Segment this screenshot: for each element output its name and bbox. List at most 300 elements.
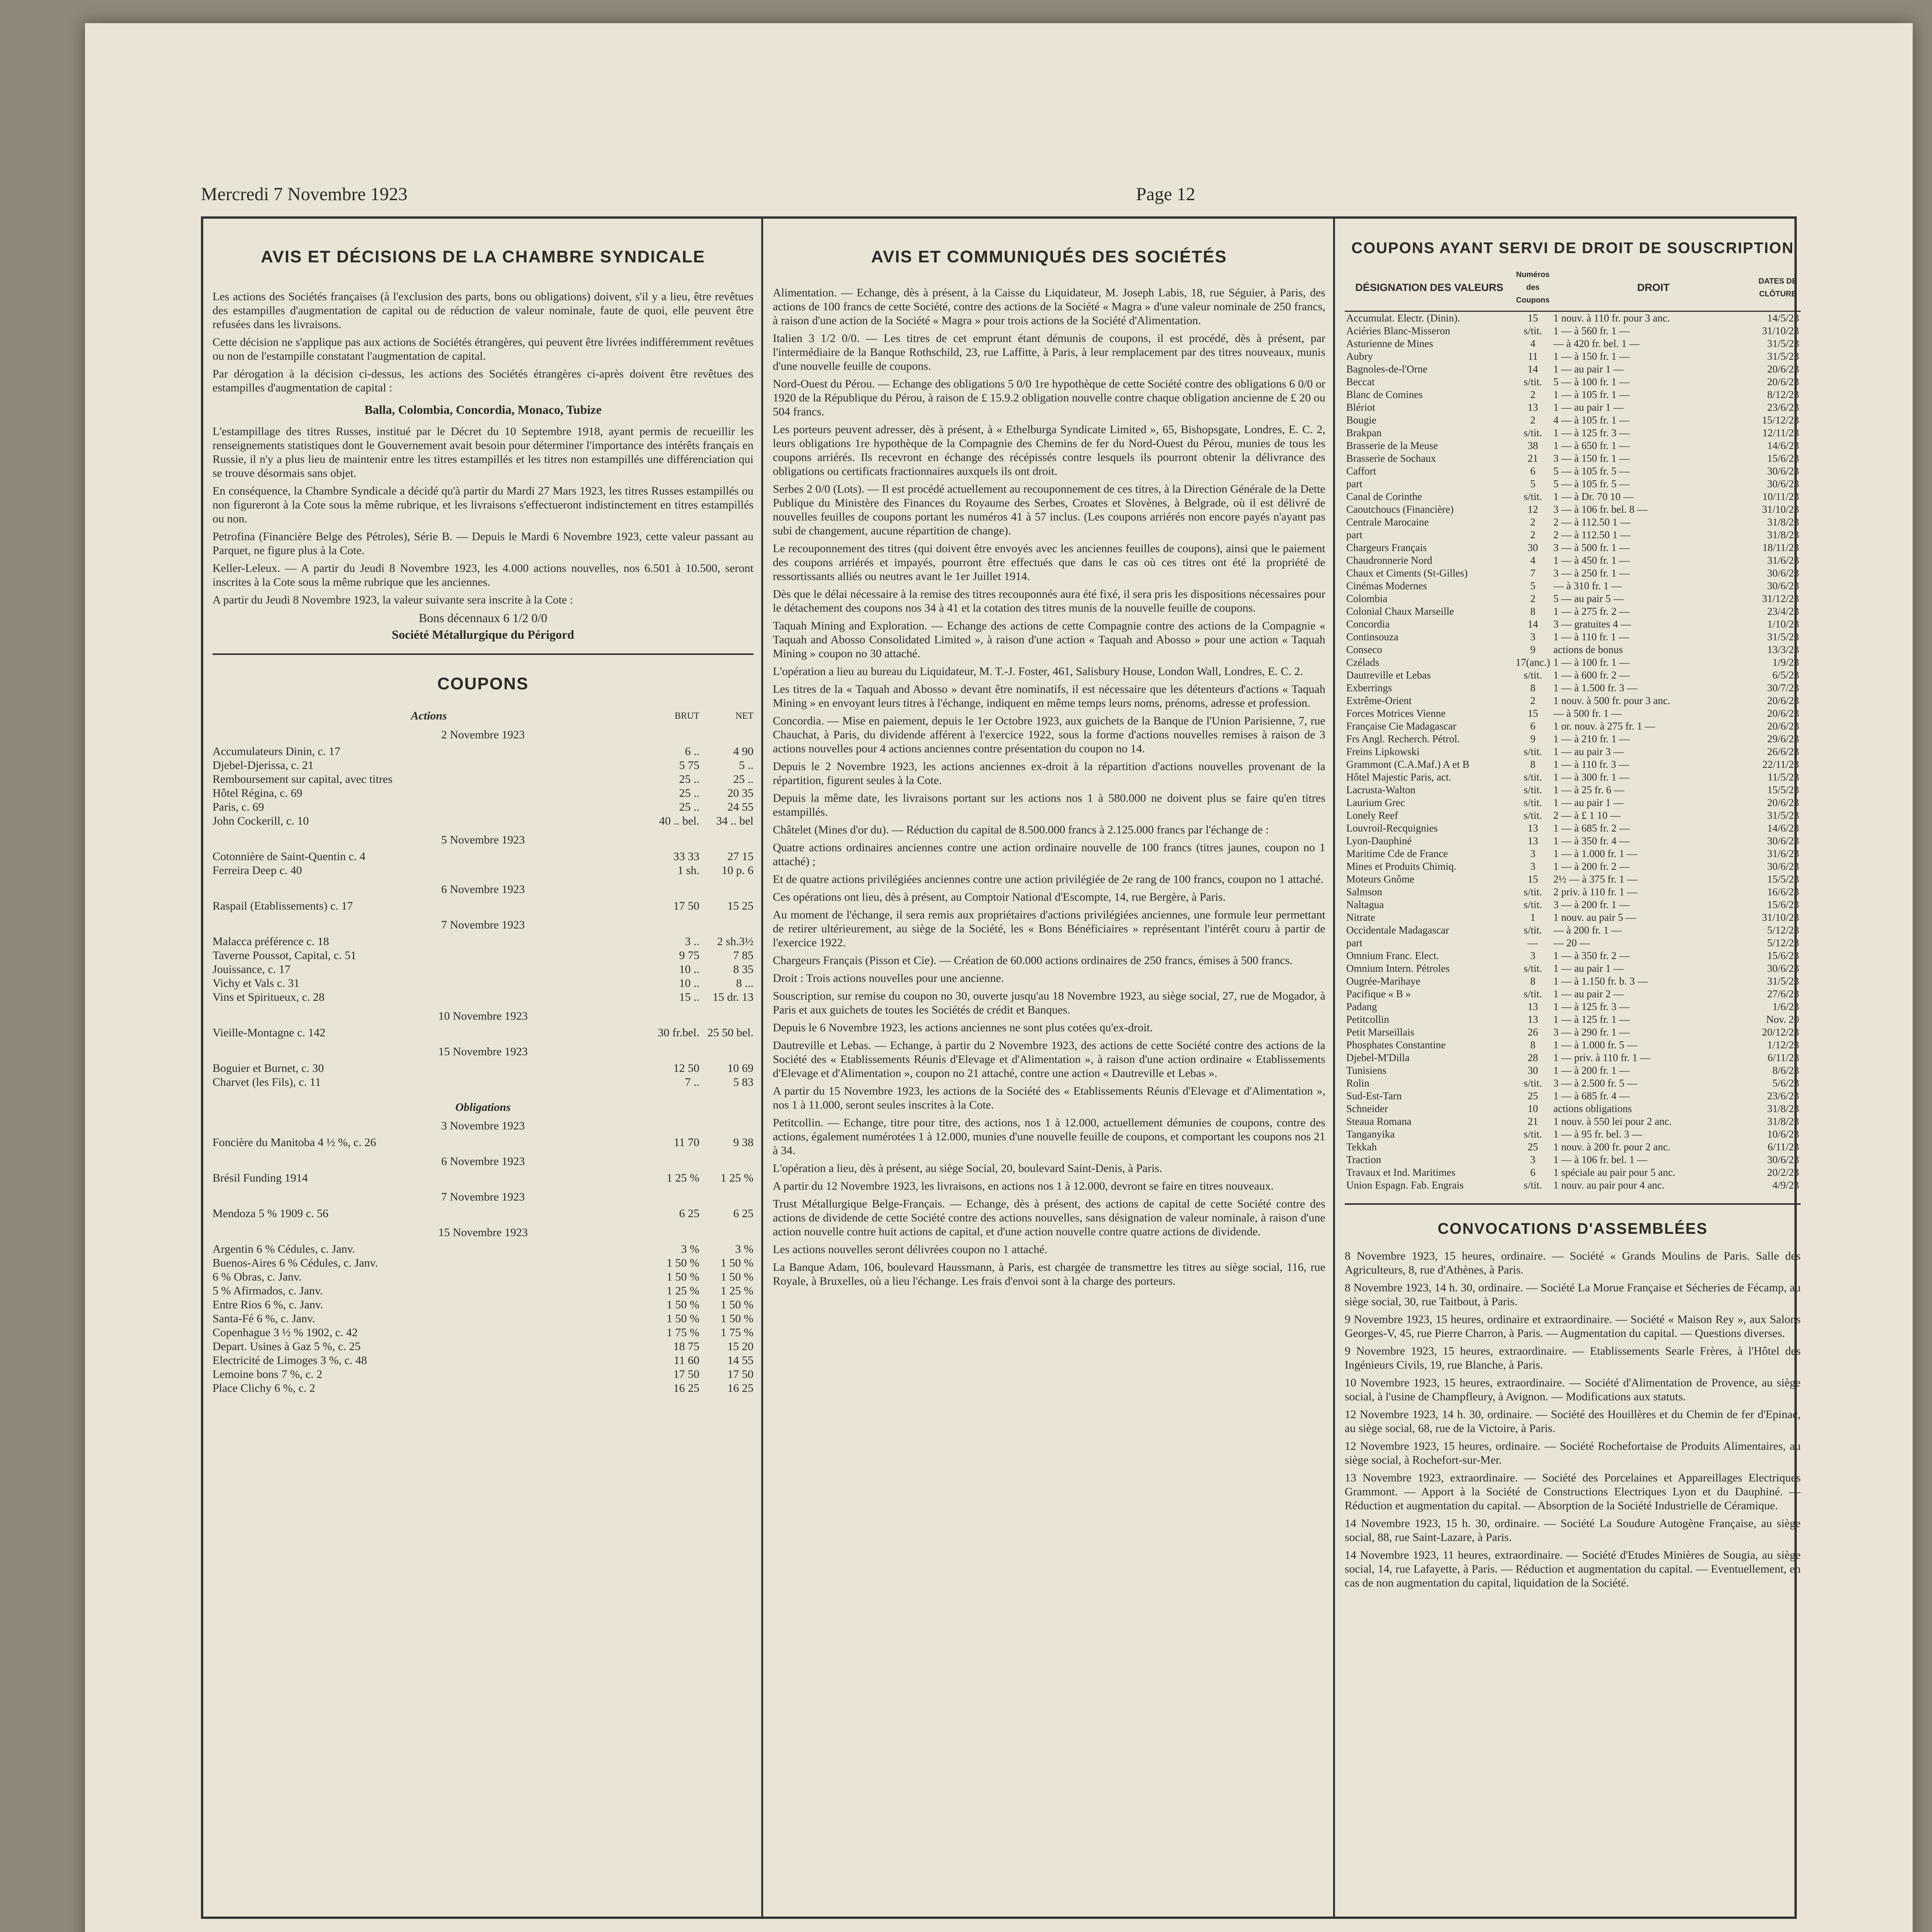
souscription-row (1345, 388, 1801, 401)
souscription-droit: 1 — à 350 fr. 2 — (1553, 950, 1630, 961)
souscription-droit: 1 — à 125 fr. 3 — (1553, 1001, 1630, 1012)
page-header (201, 184, 1797, 214)
coupon-brut: 16 25 (673, 1382, 699, 1395)
avis-paragraph: Depuis le 2 Novembre 1923, les actions anciennes ex-droit à la répartition d'actions nouvelles provenant de la répartition, figurent seules à la Cote. (773, 760, 1325, 787)
souscription-valeur: Rolin (1346, 1077, 1370, 1089)
souscription-row (1345, 631, 1801, 643)
souscription-droit: 1 — à 650 fr. 1 — (1553, 440, 1630, 451)
souscription-valeur: Caffort (1346, 465, 1376, 477)
souscription-droit: 2 priv. à 110 fr. 1 — (1553, 886, 1638, 898)
souscription-valeur: Maritime Cde de France (1346, 848, 1448, 859)
chambre-c3: Société Métallurgique du Périgord (392, 628, 574, 641)
col-divider-2 (1333, 216, 1335, 1917)
souscription-row (1345, 516, 1801, 529)
souscription-valeur: Naltagua (1346, 899, 1384, 910)
souscription-date: 20/6/23 (1767, 707, 1799, 719)
souscription-row (1345, 911, 1801, 924)
coupon-brut: 1 25 % (667, 1172, 699, 1184)
souscription-valeur: Blanc de Comines (1346, 389, 1423, 400)
avis-paragraph: Concordia. — Mise en paiement, depuis le 1er Octobre 1923, aux guichets de la Banque de l'Union Parisienne, 7, rue Chauchat, à Paris, du dividende afférent à l'exercice 1922, sous la forme d'actions nouvelles remises à raison de 3 actions nouvelles pour 4 actions anciennes contre présentation du coupon no 14. (773, 714, 1325, 755)
souscription-date: 15/6/23 (1767, 452, 1799, 464)
coupon-brut: 1 50 % (667, 1298, 699, 1311)
coupon-name: Paris, c. 69 (213, 801, 264, 813)
souscription-droit: 1 — à 450 fr. 1 — (1553, 554, 1630, 566)
souscription-coupon: 11 (1528, 350, 1538, 362)
coupon-name: Mendoza 5 % 1909 c. 56 (213, 1207, 328, 1220)
coupon-brut: 12 50 (673, 1062, 699, 1075)
souscription-valeur: Louvroil-Recquignies (1346, 822, 1438, 834)
souscription-row (1345, 452, 1801, 465)
souscription-valeur: Laurium Grec (1346, 797, 1405, 808)
souscription-coupon: s/tit. (1524, 746, 1542, 757)
souscription-row (1345, 656, 1801, 669)
avis-paragraph: Ces opérations ont lieu, dès à présent, au Comptoir National d'Escompte, 14, rue Bergère, à Paris. (773, 891, 1226, 903)
souscription-date: 5/6/23 (1772, 1077, 1799, 1089)
chambre-p1: Les actions des Sociétés françaises (à l'exclusion des parts, bons ou obligations) doivent, s'il y a lieu, être revêtues des estampilles d'augmentation de capital ou de réduction de valeur nominale, faute de quoi, elle peuvent être refusées dans les livraisons. (213, 290, 753, 331)
coupon-brut: 1 50 % (667, 1257, 699, 1269)
coupon-net: 20 35 (727, 787, 753, 799)
souscription-coupon: 6 (1530, 720, 1536, 732)
avis-paragraph: Dès que le délai nécessaire à la remise des titres recouponnés aura été fixé, il sera pris les dispositions nécessaires pour le détachement des coupons nos 34 à 41 et la cotation des titres munis de la nouvelle feuille de coupons. (773, 588, 1325, 614)
souscription-droit: 5 — à 105 fr. 5 — (1553, 478, 1630, 490)
souscription-coupon: 13 (1527, 822, 1538, 834)
convocation-paragraph: 10 Novembre 1923, 15 heures, extraordinaire. — Société d'Alimentation de Provence, au siège social, à l'usine de Champfleury, à Avignon. — Modifications aux statuts. (1345, 1376, 1801, 1403)
avis-paragraph: Depuis le 6 Novembre 1923, les actions anciennes ne sont plus cotées qu'ex-droit. (773, 1021, 1153, 1034)
coupon-row (213, 1256, 753, 1270)
left-border (201, 216, 203, 1917)
souscription-valeur: Pacifique « B » (1346, 988, 1411, 1000)
souscription-date: 20/12/23 (1762, 1026, 1799, 1038)
souscription-row (1345, 580, 1801, 592)
souscription-droit: 1 — à 100 fr. 1 — (1553, 656, 1630, 668)
souscription-row (1345, 427, 1801, 439)
coupon-name: Buenos-Aires 6 % Cédules, c. Janv. (213, 1257, 378, 1269)
souscription-droit: 1 — au pair 1 — (1553, 363, 1624, 375)
coupon-brut: 1 75 % (667, 1326, 699, 1339)
souscription-droit: 2½ — à 375 fr. 1 — (1553, 873, 1638, 885)
souscription-date: 31/8/23 (1767, 529, 1799, 541)
souscription-droit: 1 — à 95 fr. bel. 3 — (1553, 1128, 1643, 1140)
souscription-coupon: 13 (1527, 401, 1538, 413)
souscription-row (1345, 618, 1801, 631)
souscription-valeur: Mines et Produits Chimiq. (1346, 861, 1457, 872)
souscription-row (1345, 592, 1801, 605)
souscription-droit: 3 — à 200 fr. 1 — (1553, 899, 1630, 910)
avis-paragraph: Dautreville et Lebas. — Echange, à partir du 2 Novembre 1923, des actions de cette Société contre des actions de la Société des « Etablissements Réunis d'Elevage et d'Alimentation », à raison d'une action ordinaire « Etablissements d'Elevage et d'Alimentation », coupon no 21 attaché, contre une action « Dautreville et Lebas ». (773, 1039, 1325, 1080)
souscription-coupon: 15 (1527, 707, 1538, 719)
avis-paragraph: Alimentation. — Echange, dès à présent, à la Caisse du Liquidateur, M. Joseph Labis, 18, rue Séguier, à Paris, des actions de 100 francs de cette Société, contre des actions de la Société « Magra » d'une valeur nominale de 250 francs, à raison d'une action de la Société « Magra » pour trois actions de la Société d'Alimentation. (773, 286, 1325, 327)
souscription-date: 5/12/23 (1767, 924, 1799, 936)
souscription-coupon: s/tit. (1524, 988, 1542, 1000)
souscription-coupon: 13 (1527, 835, 1538, 847)
souscription-coupon: s/tit. (1524, 491, 1542, 502)
convocation-paragraph: 13 Novembre 1923, extraordinaire. — Société des Porcelaines et Appareillages Electriques Grammont. — Apport à la Société de Constructions Electriques Lyon et du Dauphiné. — Réduction et augmentation du capital. — Absorption de la Société Industrielle de Céramique. (1345, 1471, 1801, 1512)
souscription-valeur: Brasserie de la Meuse (1346, 440, 1438, 451)
coupons-h-brut: BRUT (674, 711, 699, 721)
souscription-valeur: Accumulat. Electr. (Dinin). (1346, 312, 1460, 324)
souscription-coupon: s/tit. (1524, 924, 1542, 936)
souscription-droit: 1 — à 685 fr. 4 — (1553, 1090, 1630, 1102)
souscription-coupon: s/tit. (1524, 810, 1542, 821)
coupon-net: 3 % (735, 1243, 753, 1255)
souscription-droit: 2 — à 112.50 1 — (1553, 516, 1631, 528)
coupon-net: 6 25 (733, 1207, 753, 1220)
coupon-row (213, 990, 753, 1004)
souscription-valeur: Nitrate (1346, 912, 1375, 923)
souscription-row (1345, 401, 1801, 414)
souscription-valeur: Beccat (1346, 376, 1375, 388)
coupon-row (213, 1242, 753, 1256)
avis-paragraph: Droit : Trois actions nouvelles pour une ancienne. (773, 972, 1004, 985)
souscription-droit: — à 500 fr. 1 — (1553, 707, 1622, 719)
coupon-name: Cotonnière de Saint-Quentin c. 4 (213, 850, 366, 863)
souscription-coupon: 3 (1530, 1154, 1536, 1165)
souscription-droit: 2 — à 112.50 1 — (1553, 529, 1631, 541)
souscription-droit: 1 — à 1.000 fr. 5 — (1553, 1039, 1638, 1051)
coupon-date: 10 Novembre 1923 (438, 1010, 528, 1022)
souscription-date: 30/6/23 (1767, 567, 1799, 579)
souscription-date: 14/6/23 (1767, 440, 1799, 451)
souscription-row (1345, 949, 1801, 962)
souscription-valeur: Lacrusta-Walton (1346, 784, 1416, 796)
souscription-date: Nov. 20 (1766, 1014, 1799, 1025)
souscription-date: 31/5/23 (1767, 975, 1799, 987)
coupon-row (213, 899, 753, 913)
souscription-date: 20/6/23 (1767, 363, 1799, 375)
coupon-row (213, 963, 753, 976)
coupon-row (213, 1270, 753, 1284)
souscription-row (1345, 1064, 1801, 1077)
souscription-coupon: 26 (1527, 1026, 1538, 1038)
coupon-net: 5 83 (733, 1076, 753, 1088)
souscription-row (1345, 439, 1801, 452)
souscription-row (1345, 1051, 1801, 1064)
avis-paragraph: Chargeurs Français (Pisson et Cie). — Création de 60.000 actions ordinaires de 250 francs, émises à 500 francs. (773, 954, 1293, 967)
souscription-coupon: 2 (1530, 516, 1536, 528)
coupon-name: Charvet (les Fils), c. 11 (213, 1076, 321, 1088)
souscription-row (1345, 376, 1801, 388)
souscription-valeur: part (1346, 478, 1362, 490)
coupon-row (213, 1171, 753, 1185)
convocations-rule (1345, 1203, 1801, 1205)
avis-paragraph: Petitcollin. — Echange, titre pour titre, des actions, nos 1 à 12.000, actuellement démunies de coupons, contre des actions, également numérotées 1 à 12.000, munies d'une nouvelle feuille de coupons, et comportant les coupons nos 21 à 34. (773, 1116, 1325, 1157)
souscription-droit: 1 nouv. à 550 lei pour 2 anc. (1553, 1116, 1672, 1127)
souscription-valeur: Tunisiens (1346, 1065, 1387, 1076)
souscription-valeur: Schneider (1346, 1103, 1388, 1114)
souscription-date: 20/6/23 (1767, 720, 1799, 732)
souscription-date: 31/10/23 (1762, 503, 1799, 515)
souscription-valeur: Petitcollin (1346, 1014, 1389, 1025)
coupon-brut: 1 50 % (667, 1270, 699, 1283)
souscription-row (1345, 771, 1801, 784)
souscription-coupon: 21 (1527, 1116, 1538, 1127)
coupon-name: Boguier et Burnet, c. 30 (213, 1062, 324, 1075)
souscription-valeur: Chargeurs Français (1346, 542, 1427, 553)
avis-paragraph: Italien 3 1/2 0/0. — Les titres de cet emprunt étant démunis de coupons, il est procédé, dès à présent, par l'intermédiaire de la Banque Rothschild, 23, rue Laffitte, à Paris, à leur remplacement par des titres nouveaux, munis d'une nouvelle feuille de coupons. (773, 332, 1325, 372)
souscription-valeur: Moteurs Gnôme (1346, 873, 1415, 885)
coupon-net: 1 50 % (721, 1270, 753, 1283)
souscription-coupon: 14 (1527, 618, 1538, 630)
souscription-date: 31/5/23 (1767, 810, 1799, 821)
avis-paragraph: L'opération a lieu au bureau du Liquidateur, M. T.-J. Foster, 461, Salisbury House, London Wall, Londres, E. C. 2. (773, 665, 1303, 678)
souscription-row (1345, 707, 1801, 720)
coupon-net: 4 90 (733, 745, 753, 758)
souscription-row (1345, 643, 1801, 656)
avis-paragraph: A partir du 15 Novembre 1923, les actions de la Société des « Etablissements Réunis d'Elevage et d'Alimentation », nos 1 à 11.000, seront seules inscrites à la Cote. (773, 1085, 1325, 1111)
coupon-brut: 17 50 (673, 1368, 699, 1381)
coupon-brut: 25 .. (679, 801, 699, 813)
coupon-row (213, 1326, 753, 1340)
souscription-droit: 1 — à 1.500 fr. 3 — (1553, 682, 1638, 694)
souscription-row (1345, 898, 1801, 911)
coupon-row (213, 772, 753, 786)
souscription-row (1345, 796, 1801, 809)
souscription-droit: 1 — à 350 fr. 4 — (1553, 835, 1630, 847)
convocation-paragraph: 9 Novembre 1923, 15 heures, extraordinaire. — Etablissements Searle Frères, à l'Hôtel des Ingénieurs Civils, 19, rue Blanche, à Paris. (1345, 1345, 1801, 1371)
coupon-name: Copenhague 3 ½ % 1902, c. 42 (213, 1326, 358, 1339)
souscription-date: 31/6/23 (1767, 554, 1799, 566)
souscription-coupon: 2 (1530, 695, 1536, 706)
page-number: Page 12 (1136, 184, 1196, 204)
souscription-coupon: 8 (1530, 759, 1536, 770)
souscription-valeur: Brakpan (1346, 427, 1382, 439)
coupon-name: Remboursement sur capital, avec titres (213, 773, 393, 786)
coupon-date: 3 Novembre 1923 (441, 1119, 525, 1132)
souscription-coupon: s/tit. (1524, 325, 1542, 337)
coupon-net: 2 sh.3½ (717, 935, 753, 948)
souscription-valeur: Caoutchoucs (Financière) (1346, 503, 1454, 515)
souscription-row (1345, 758, 1801, 771)
souscription-date: 10/11/23 (1762, 491, 1799, 502)
souscription-droit: 1 — à 1.150 fr. b. 3 — (1553, 975, 1648, 987)
souscription-droit: 1 — à 150 fr. 1 — (1553, 350, 1630, 362)
souscription-droit: 3 — à 290 fr. 1 — (1553, 1026, 1630, 1038)
souscription-coupon: 8 (1530, 975, 1536, 987)
souscription-coupon: 3 (1530, 631, 1536, 643)
souscription-droit: 1 — à 110 fr. 3 — (1553, 759, 1629, 770)
souscription-droit: 1 nouv. à 110 fr. pour 3 anc. (1553, 312, 1670, 324)
souscription-date: 30/6/23 (1767, 465, 1799, 477)
coupon-net: 27 15 (727, 850, 753, 863)
souscription-row (1345, 1013, 1801, 1026)
coupon-net: 24 55 (727, 801, 753, 813)
souscription-row (1345, 847, 1801, 860)
souscription-date: 1/9/23 (1772, 656, 1799, 668)
souscription-droit: 1 nouv. à 500 fr. pour 3 anc. (1553, 695, 1670, 706)
coupon-date: 5 Novembre 1923 (441, 833, 525, 846)
souscription-valeur: Colombia (1346, 593, 1388, 604)
coupon-row (213, 850, 753, 864)
souscription-row (1345, 937, 1801, 949)
souscription-row (1345, 1026, 1801, 1039)
souscription-coupon: 7 (1530, 567, 1536, 579)
souscription-coupon: 9 (1530, 644, 1536, 655)
souscription-droit: 5 — à 105 fr. 5 — (1553, 465, 1630, 477)
avis-paragraph: Taquah Mining and Exploration. — Echange des actions de cette Compagnie contre des actions de la Compagnie « Taquah and Abosso Consolidated Limited », à raison d'une action « Taquah and Abosso » pour une action « Taquah Mining » coupon no 30 attaché. (773, 619, 1325, 660)
souscription-valeur: Ougrée-Marihaye (1346, 975, 1420, 987)
souscription-row (1345, 835, 1801, 847)
souscription-date: 15/6/23 (1767, 950, 1799, 961)
souscription-row (1345, 1077, 1801, 1090)
coupon-row (213, 759, 753, 772)
coupon-brut: 10 .. (679, 977, 699, 990)
souscription-coupon: 8 (1530, 1039, 1536, 1051)
souscription-valeur: Sud-Est-Tarn (1346, 1090, 1402, 1102)
souscription-h-numeros: Numéros des Coupons (1514, 265, 1552, 311)
souscription-droit: — 20 — (1553, 937, 1590, 949)
coupon-row (213, 1298, 753, 1312)
coupon-net: 8 35 (733, 963, 753, 976)
coupon-brut: 1 25 % (667, 1284, 699, 1297)
coupon-name: John Cockerill, c. 10 (213, 815, 309, 827)
chambre-p4: L'estampillage des titres Russes, institué par le Décret du 10 Septembre 1918, ayant permis de recueillir les renseignements statistiques dont le Gouvernement avait besoin pour déterminer l'importance des intérêts français en Russie, il n'y a plus lieu de maintenir entre les titres estampillés et les titres non estampillés une différenciation qui se trouve désormais sans objet. (213, 425, 753, 480)
souscription-valeur: Travaux et Ind. Maritimes (1346, 1167, 1456, 1178)
convocation-paragraph: 14 Novembre 1923, 15 h. 30, ordinaire. — Société La Soudure Autogène Française, au siège social, 88, rue Saint-Lazare, à Paris. (1345, 1517, 1801, 1544)
souscription-droit: 1 — à 106 fr. bel. 1 — (1553, 1154, 1648, 1165)
souscription-coupon: 17(anc.) (1515, 656, 1550, 668)
souscription-valeur: Centrale Marocaine (1346, 516, 1429, 528)
coupon-name: Depart. Usines à Gaz 5 %, c. 25 (213, 1340, 361, 1353)
souscription-row (1345, 784, 1801, 796)
coupon-name: 5 % Afirmados, c. Janv. (213, 1284, 323, 1297)
souscription-valeur: Exberrings (1346, 682, 1392, 694)
coupons-h-net: NET (735, 711, 753, 721)
coupon-row (213, 745, 753, 759)
coupon-net: 25 50 bel. (707, 1026, 753, 1039)
coupon-net: 34 .. bel (716, 815, 753, 827)
souscription-valeur: Conseco (1346, 644, 1382, 655)
souscription-date: 30/6/23 (1767, 861, 1799, 872)
avis-paragraph: L'opération a lieu, dès à présent, au siège Social, 20, boulevard Saint-Denis, à Paris. (773, 1162, 1162, 1175)
souscription-row (1345, 350, 1801, 363)
souscription-coupon: 2 (1530, 529, 1536, 541)
souscription-row (1345, 311, 1801, 325)
souscription-valeur: part (1346, 529, 1362, 541)
coupon-brut: 11 60 (673, 1354, 699, 1367)
convocations-list (1345, 1249, 1801, 1590)
souscription-date: 30/7/23 (1767, 682, 1799, 694)
avis-paragraph: Les porteurs peuvent adresser, dès à présent, à « Ethelburga Syndicate Limited », 65, Bishopsgate, Londres, E. C. 2, leurs obligations 1re hypothèque de la Compagnie des Chemins de fer du Nord-Ouest du Pérou, munies de tous les coupons arriérés. Ils recevront en échange des récépissés contre lesquels ils pourront obtenir la délivrance des obligations ou certificats fractionnaires auxquels ils ont droit. (773, 423, 1325, 478)
souscription-row (1345, 363, 1801, 376)
souscription-date: 8/12/23 (1767, 389, 1799, 400)
coupon-row (213, 1354, 753, 1367)
souscription-droit: 3 — gratuites 4 — (1553, 618, 1631, 630)
avis-paragraph: Châtelet (Mines d'or du). — Réduction du capital de 8.500.000 francs à 2.125.000 francs par l'échange de : (773, 823, 1269, 836)
souscription-date: 1/6/23 (1772, 1001, 1799, 1012)
column-souscription (1345, 232, 1801, 1909)
coupon-name: Brésil Funding 1914 (213, 1172, 308, 1184)
souscription-row (1345, 503, 1801, 516)
souscription-date: 18/11/23 (1762, 542, 1799, 553)
souscription-date: 23/6/23 (1767, 401, 1799, 413)
coupon-brut: 7 .. (685, 1076, 699, 1088)
souscription-coupon: 2 (1530, 389, 1536, 400)
page-date: Mercredi 7 Novembre 1923 (201, 184, 408, 204)
souscription-date: 31/6/23 (1767, 848, 1799, 859)
souscription-date: 10/6/23 (1767, 1128, 1799, 1140)
coupon-row (213, 1284, 753, 1298)
chambre-c2: Bons décennaux 6 1/2 0/0 (418, 611, 548, 625)
convocation-paragraph: 14 Novembre 1923, 11 heures, extraordinaire. — Société d'Etudes Minières de Sougia, au siège social, 14, rue Lafayette, à Paris. — Réduction et augmentation du capital. — Eventuellement, en cas de non augmentation du capital, liquidation de la Société. (1345, 1549, 1801, 1589)
souscription-row (1345, 1153, 1801, 1166)
souscription-date: 15/12/23 (1762, 414, 1799, 426)
souscription-row (1345, 490, 1801, 503)
souscription-date: 31/5/23 (1767, 338, 1799, 349)
souscription-valeur: Chaux et Ciments (St-Gilles) (1346, 567, 1468, 579)
souscription-row (1345, 822, 1801, 835)
coupon-name: Taverne Poussot, Capital, c. 51 (213, 949, 356, 962)
souscription-date: 30/6/23 (1767, 963, 1799, 974)
souscription-droit: 1 — priv. à 110 fr. 1 — (1553, 1052, 1651, 1063)
coupon-name: 6 % Obras, c. Janv. (213, 1270, 302, 1283)
souscription-droit: 4 — à 105 fr. 1 — (1553, 414, 1630, 426)
chambre-p8: A partir du Jeudi 8 Novembre 1923, la valeur suivante sera inscrite à la Cote : (213, 594, 573, 606)
coupon-name: Entre Rios 6 %, c. Janv. (213, 1298, 323, 1311)
souscription-date: 20/6/23 (1767, 376, 1799, 388)
souscription-row (1345, 541, 1801, 554)
coupon-date: 7 Novembre 1923 (441, 918, 525, 931)
coupons-rule (213, 653, 753, 655)
coupon-net: 17 50 (727, 1368, 753, 1381)
souscription-valeur: Frs Angl. Recherch. Pétrol. (1346, 733, 1460, 745)
souscription-droit: 1 — au pair 1 — (1553, 401, 1624, 413)
souscription-coupon: 3 (1530, 950, 1536, 961)
coupon-name: Djebel-Djerissa, c. 21 (213, 759, 314, 772)
chambre-title: AVIS ET DÉCISIONS DE LA CHAMBRE SYNDICALE (260, 247, 706, 266)
coupon-brut: 18 75 (673, 1340, 699, 1353)
souscription-coupon: 38 (1527, 440, 1538, 451)
souscription-row (1345, 873, 1801, 886)
souscription-valeur: Petit Marseillais (1346, 1026, 1415, 1038)
souscription-droit: 1 spéciale au pair pour 5 anc. (1553, 1167, 1675, 1178)
souscription-droit: 1 — à 200 fr. 2 — (1553, 861, 1630, 872)
souscription-valeur: Continsouza (1346, 631, 1398, 643)
souscription-coupon: 21 (1527, 452, 1538, 464)
souscription-droit: 2 — à £ 1 10 — (1553, 810, 1621, 821)
souscription-droit: — à 310 fr. 1 — (1553, 580, 1622, 592)
convocation-paragraph: 9 Novembre 1923, 15 heures, ordinaire et extraordinaire. — Société « Maison Rey », aux Salons Georges-V, 45, rue Pierre Charron, à Paris. — Augmentation du capital. — Questions diverses. (1345, 1313, 1801, 1340)
coupon-net: 15 dr. 13 (713, 991, 753, 1003)
col-divider-1 (761, 216, 763, 1917)
souscription-row (1345, 414, 1801, 427)
coupon-name: Lemoine bons 7 %, c. 2 (213, 1368, 323, 1381)
souscription-date: 20/2/23 (1767, 1167, 1799, 1178)
coupon-net: 10 69 (727, 1062, 753, 1075)
souscription-row (1345, 554, 1801, 567)
coupon-date: 15 Novembre 1923 (438, 1226, 528, 1239)
souscription-droit: 3 — à 2.500 fr. 5 — (1553, 1077, 1638, 1089)
avis-paragraph: La Banque Adam, 106, boulevard Haussmann, à Paris, est chargée de transmettre les titres au siège social, 116, rue Royale, à Bruxelles, où a lieu l'échange. Les frais d'envoi sont à la charge des porteurs. (773, 1261, 1325, 1287)
souscription-droit: 1 — à 685 fr. 2 — (1553, 822, 1630, 834)
souscription-coupon: — (1527, 937, 1538, 949)
coupon-name: Jouissance, c. 17 (213, 963, 291, 976)
coupon-net: 5 .. (739, 759, 753, 772)
souscription-date: 31/5/23 (1767, 631, 1799, 643)
souscription-valeur: Djebel-M'Dilla (1346, 1052, 1410, 1063)
coupon-brut: 9 75 (679, 949, 699, 962)
souscription-valeur: Française Cie Madagascar (1346, 720, 1456, 732)
coupon-name: Ferreira Deep c. 40 (213, 864, 302, 877)
souscription-row (1345, 1102, 1801, 1115)
coupon-name: Hôtel Régina, c. 69 (213, 787, 303, 799)
souscription-valeur: Salmson (1346, 886, 1383, 898)
coupon-row (213, 1381, 753, 1395)
avis-paragraph: Et de quatre actions privilégiées anciennes contre une action privilégiée de 2e rang de 100 francs, coupon no 1 attaché. (773, 873, 1324, 886)
souscription-valeur: Colonial Chaux Marseille (1346, 605, 1454, 617)
souscription-droit: 1 or. nouv. à 275 fr. 1 — (1553, 720, 1655, 732)
coupon-net: 1 25 % (721, 1284, 753, 1297)
souscription-coupon: 13 (1527, 1001, 1538, 1012)
